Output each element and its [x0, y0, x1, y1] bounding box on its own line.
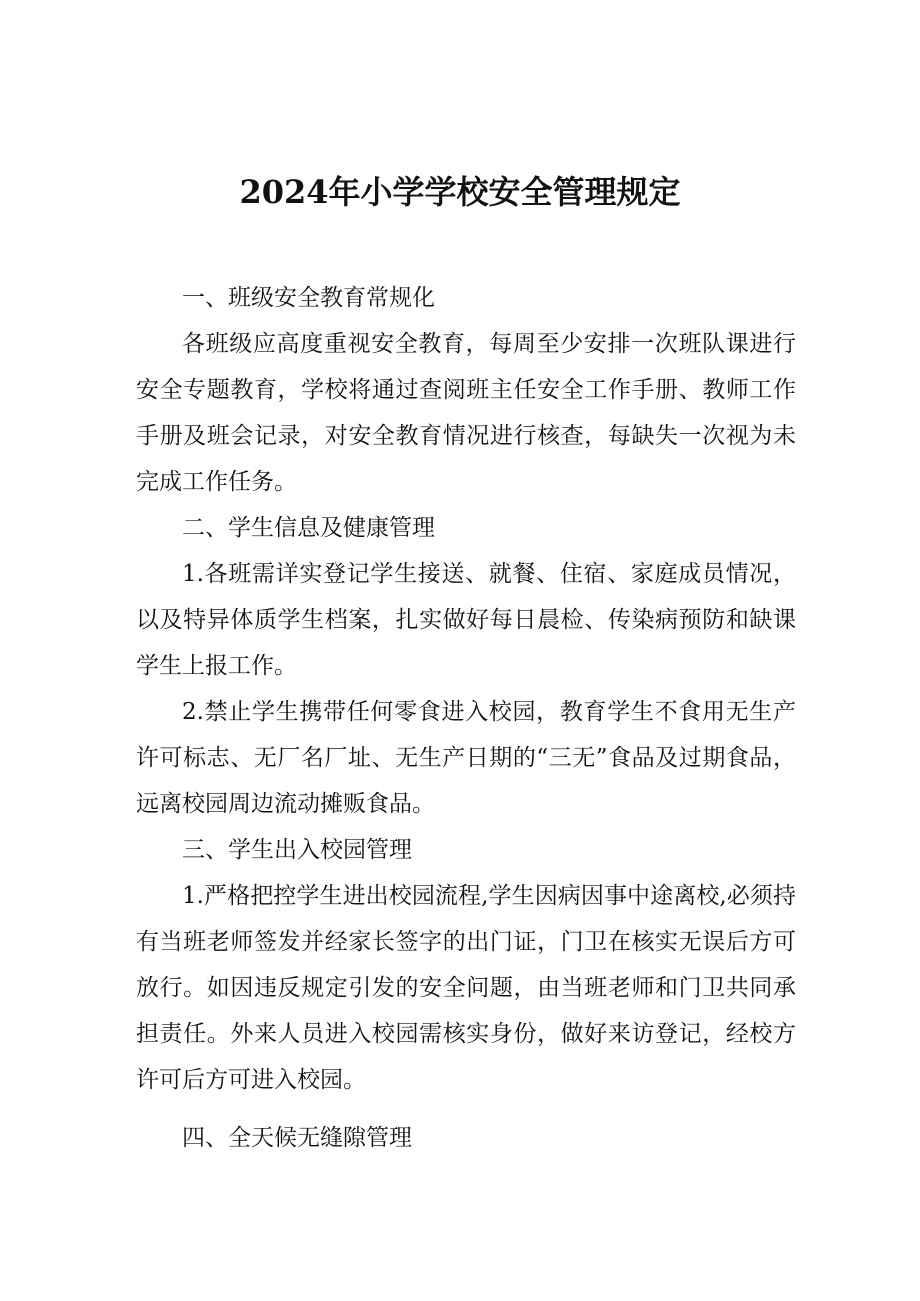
document-title: 2024年小学学校安全管理规定 — [239, 173, 681, 211]
paragraph-gap — [136, 1103, 796, 1115]
section-1-paragraph-1: 各班级应高度重视安全教育，每周至少安排一次班队课进行安全专题教育，学校将通过查阅班主任安全工作手册、教师工作手册及班会记录，对安全教育情况进行核查，每缺失一次视为未完成工作任务。 — [136, 331, 796, 495]
section-2-paragraph-2: 2.禁止学生携带任何零食进入校园，教育学生不食用无生产许可标志、无厂名厂址、无生产日期的“三无”食品及过期食品，远离校园周边流动摊贩食品。 — [136, 699, 796, 817]
section-heading-4: 四、全天候无缝隙管理 — [182, 1125, 412, 1151]
document-body — [136, 275, 796, 1161]
section-heading-1: 一、班级安全教育常规化 — [182, 285, 435, 311]
section-3-paragraph-1: 1.严格把控学生进出校园流程,学生因病因事中途离校,必须持有当班老师签发并经家长签字的出门证，门卫在核实无误后方可放行。如因违反规定引发的安全问题，由当班老师和门卫共同承担责任。外来人员进入校园需核实身份，做好来访登记，经校方许可后方可进入校园。 — [136, 883, 796, 1093]
section-heading-2: 二、学生信息及健康管理 — [182, 515, 435, 541]
section-heading-3: 三、学生出入校园管理 — [182, 837, 412, 863]
section-2-paragraph-1: 1.各班需详实登记学生接送、就餐、住宿、家庭成员情况，以及特异体质学生档案，扎实做好每日晨检、传染病预防和缺课学生上报工作。 — [136, 561, 796, 679]
